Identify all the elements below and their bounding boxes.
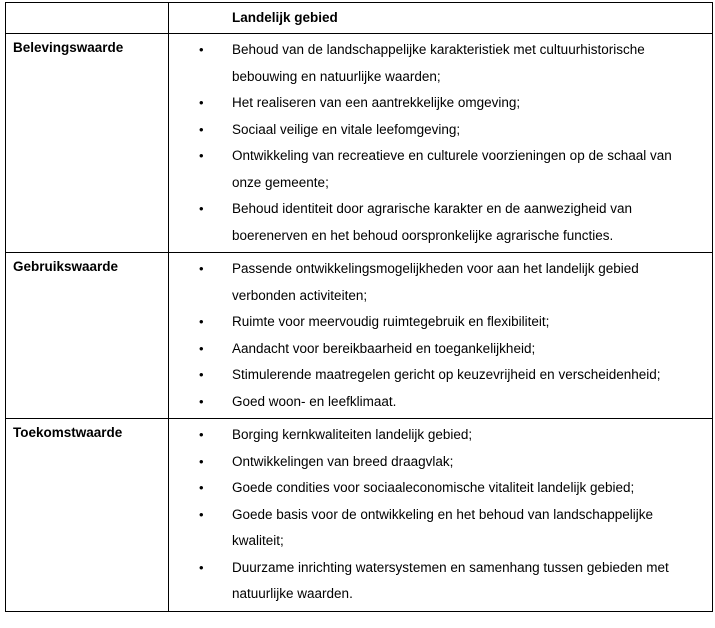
list-item <box>169 196 704 249</box>
bullet-icon: • <box>199 367 204 382</box>
bullet-icon: • <box>199 393 204 409</box>
bullet-icon: • <box>199 340 204 356</box>
values-table <box>5 2 713 612</box>
category-belevingswaarde: Belevingswaarde <box>6 34 169 253</box>
list-item-text: Aandacht voor bereikbaarheid en toegankelijkheid; <box>232 340 536 356</box>
list-item-text: Stimulerende maatregelen gericht op keuzevrijheid en verscheidenheid; <box>232 367 661 382</box>
table-row-belevingswaarde <box>6 34 713 253</box>
list-item-text: Goed woon- en leefklimaat. <box>232 393 397 409</box>
bullet-icon: • <box>199 480 204 495</box>
list-item-text: Ontwikkeling van recreatieve en culturele voorzieningen op de schaal van onze gemeente; <box>232 148 672 190</box>
list-item <box>169 309 704 336</box>
bullet-list <box>169 419 712 611</box>
bullet-icon: • <box>199 148 204 163</box>
bullet-icon: • <box>199 261 204 276</box>
header-row <box>6 3 713 34</box>
bullet-icon: • <box>199 506 204 522</box>
list-item <box>169 389 704 416</box>
table-row-gebruikswaarde <box>6 253 713 419</box>
list-item-text: Goede condities voor sociaaleconomische vitaliteit landelijk gebied; <box>232 480 635 495</box>
table-row-toekomstwaarde <box>6 419 713 612</box>
list-item <box>169 336 704 363</box>
bullet-icon: • <box>199 427 204 442</box>
list-item-text: Passende ontwikkelingsmogelijkheden voor aan het landelijk gebied verbonden activiteiten; <box>232 261 639 303</box>
list-item-text: Ontwikkelingen van breed draagvlak; <box>232 453 454 469</box>
list-item <box>169 475 704 502</box>
list-item-text: Goede basis voor de ontwikkeling en het behoud van landschappelijke kwaliteit; <box>232 506 654 548</box>
items-cell-belevingswaarde <box>169 34 713 253</box>
bullet-icon: • <box>199 453 204 469</box>
bullet-list <box>169 253 712 418</box>
list-item-text: Ruimte voor meervoudig ruimtegebruik en flexibiliteit; <box>232 314 550 329</box>
list-item <box>169 422 704 449</box>
list-item-text: Behoud identiteit door agrarische karakter en de aanwezigheid van boerenerven en het behoud oorspronkelijke agrarische functies. <box>232 201 633 243</box>
bullet-icon: • <box>199 95 204 110</box>
list-item-text: Borging kernkwaliteiten landelijk gebied; <box>232 427 473 442</box>
category-toekomstwaarde: Toekomstwaarde <box>6 419 169 612</box>
list-item <box>169 502 704 555</box>
list-item-text: Behoud van de landschappelijke karakteristiek met cultuurhistorische bebouwing en natuurlijke waarden; <box>232 42 645 84</box>
bullet-icon: • <box>199 121 204 137</box>
list-item-text: Duurzame inrichting watersystemen en samenhang tussen gebieden met natuurlijke waarden. <box>232 559 669 601</box>
items-cell-gebruikswaarde <box>169 253 713 419</box>
items-cell-toekomstwaarde <box>169 419 713 612</box>
list-item <box>169 143 704 196</box>
list-item-text: Sociaal veilige en vitale leefomgeving; <box>232 121 461 137</box>
list-item <box>169 117 704 144</box>
list-item <box>169 256 704 309</box>
bullet-icon: • <box>199 201 204 216</box>
bullet-list <box>169 34 712 252</box>
column-header-landelijk-gebied: Landelijk gebied <box>169 3 713 34</box>
bullet-icon: • <box>199 559 204 575</box>
list-item-text: Het realiseren van een aantrekkelijke omgeving; <box>232 95 521 110</box>
bullet-icon: • <box>199 42 204 57</box>
list-item <box>169 555 704 608</box>
list-item <box>169 37 704 90</box>
category-gebruikswaarde: Gebruikswaarde <box>6 253 169 419</box>
list-item <box>169 362 704 389</box>
list-item <box>169 90 704 117</box>
list-item <box>169 449 704 476</box>
header-empty-cell <box>6 3 169 34</box>
bullet-icon: • <box>199 314 204 329</box>
